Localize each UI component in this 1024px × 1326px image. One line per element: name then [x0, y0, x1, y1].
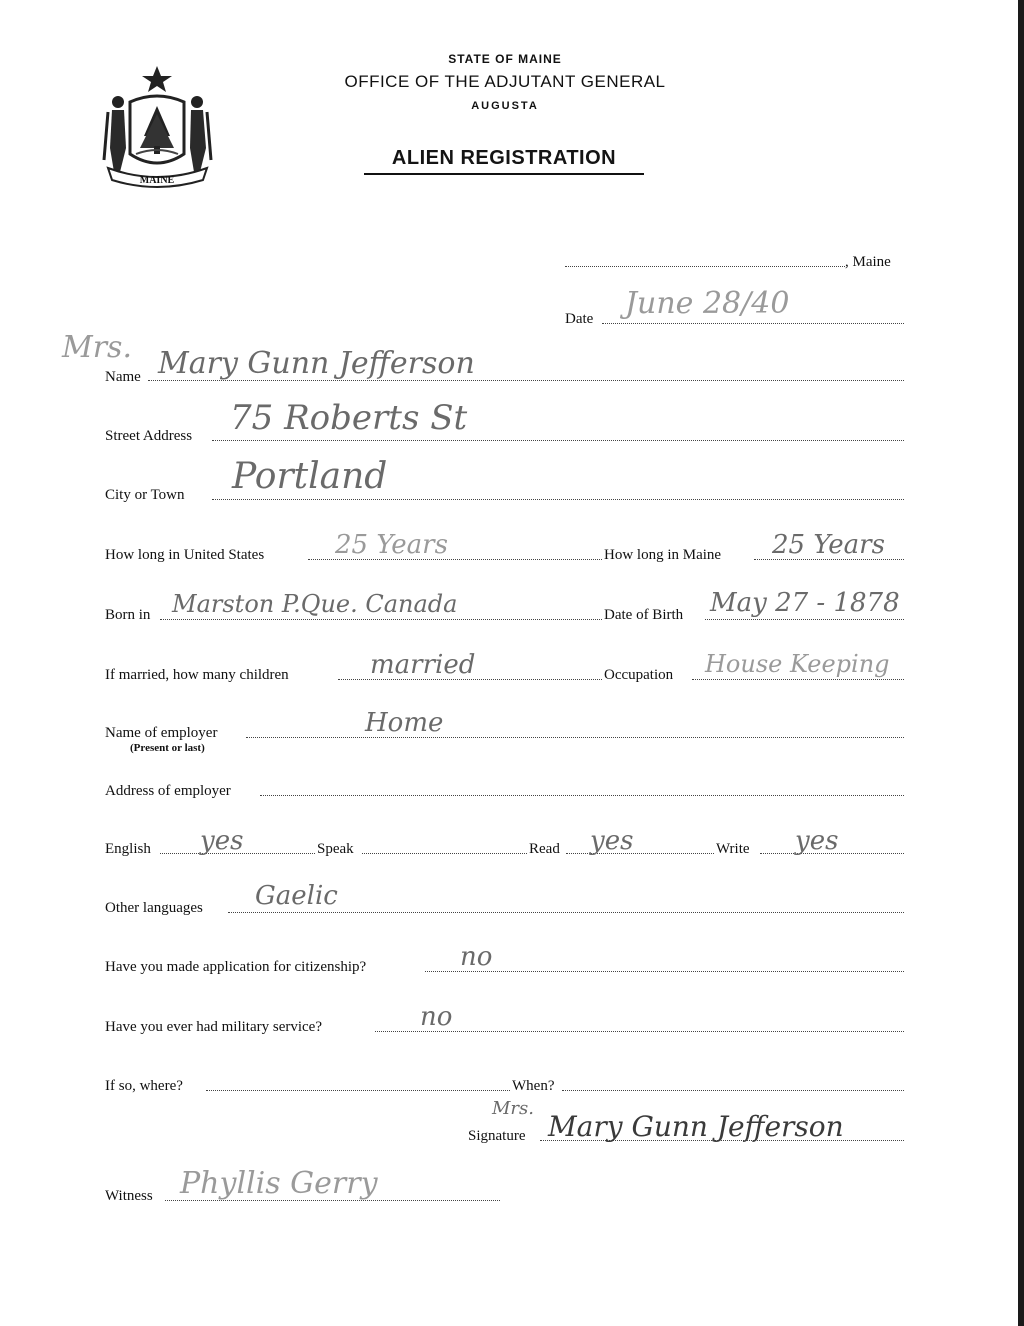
witness-value: Phyllis Gerry — [180, 1166, 378, 1201]
speak-line[interactable] — [362, 853, 527, 854]
read-label: Read — [529, 841, 560, 857]
date-value: June 28/40 — [625, 286, 790, 321]
citizenship-value: no — [460, 942, 493, 972]
citizenship-line[interactable] — [425, 971, 904, 972]
speak-label: Speak — [317, 841, 354, 857]
place-line[interactable] — [565, 266, 845, 267]
other-languages-value: Gaelic — [255, 881, 338, 911]
how-long-us-label: How long in United States — [105, 547, 265, 563]
how-long-us-value: 25 Years — [335, 530, 448, 560]
employer-value: Home — [365, 708, 444, 738]
signature-value: Mary Gunn Jefferson — [548, 1110, 844, 1143]
employer-label: Name of employer — [105, 725, 218, 741]
children-value: married — [370, 650, 476, 680]
other-languages-line[interactable] — [228, 912, 904, 913]
signature-prefix: Mrs. — [492, 1098, 534, 1119]
date-of-birth-label: Date of Birth — [604, 607, 684, 623]
citizenship-label: Have you made application for citizenship? — [105, 959, 367, 975]
header-state: STATE OF MAINE — [448, 52, 562, 66]
born-in-value: Marston P.Que. Canada — [172, 590, 458, 618]
svg-text:MAINE: MAINE — [139, 175, 175, 186]
witness-label: Witness — [105, 1188, 153, 1204]
where-label: If so, where? — [105, 1078, 183, 1094]
how-long-maine-value: 25 Years — [772, 530, 885, 560]
employer-line[interactable] — [246, 737, 904, 738]
how-long-maine-label: How long in Maine — [604, 547, 722, 563]
employer-sublabel: (Present or last) — [130, 742, 205, 754]
born-in-line[interactable] — [160, 619, 602, 620]
street-address-line[interactable] — [212, 440, 904, 441]
city-label: City or Town — [105, 487, 185, 503]
name-prefix: Mrs. — [62, 330, 132, 365]
military-label: Have you ever had military service? — [105, 1019, 322, 1035]
english-value: yes — [200, 826, 244, 856]
occupation-label: Occupation — [604, 667, 674, 683]
read-line[interactable] — [566, 853, 714, 854]
write-label: Write — [716, 841, 750, 857]
date-of-birth-value: May 27 - 1878 — [710, 588, 900, 618]
street-address-label: Street Address — [105, 428, 193, 444]
when-line[interactable] — [562, 1090, 904, 1091]
children-label: If married, how many children — [105, 667, 289, 683]
when-label: When? — [512, 1078, 555, 1094]
place-suffix: , Maine — [845, 254, 891, 270]
header-office: OFFICE OF THE ADJUTANT GENERAL — [344, 72, 666, 91]
name-label: Name — [105, 369, 141, 385]
write-value: yes — [795, 826, 839, 856]
occupation-line[interactable] — [692, 679, 904, 680]
occupation-value: House Keeping — [705, 650, 890, 678]
english-label: English — [105, 841, 151, 857]
employer-address-label: Address of employer — [105, 783, 231, 799]
city-line[interactable] — [212, 499, 904, 500]
date-of-birth-line[interactable] — [705, 619, 904, 620]
other-languages-label: Other languages — [105, 900, 203, 916]
read-value: yes — [590, 826, 634, 856]
military-value: no — [420, 1002, 453, 1032]
name-value: Mary Gunn Jefferson — [158, 346, 475, 381]
where-line[interactable] — [206, 1090, 510, 1091]
header-city: AUGUSTA — [471, 100, 539, 112]
date-label: Date — [565, 311, 594, 327]
employer-address-line[interactable] — [260, 795, 904, 796]
signature-label: Signature — [468, 1128, 526, 1144]
military-line[interactable] — [375, 1031, 904, 1032]
city-value: Portland — [232, 456, 388, 497]
born-in-label: Born in — [105, 607, 151, 623]
date-line[interactable] — [602, 323, 904, 324]
form-title: ALIEN REGISTRATION — [364, 147, 644, 175]
street-address-value: 75 Roberts St — [230, 398, 468, 438]
